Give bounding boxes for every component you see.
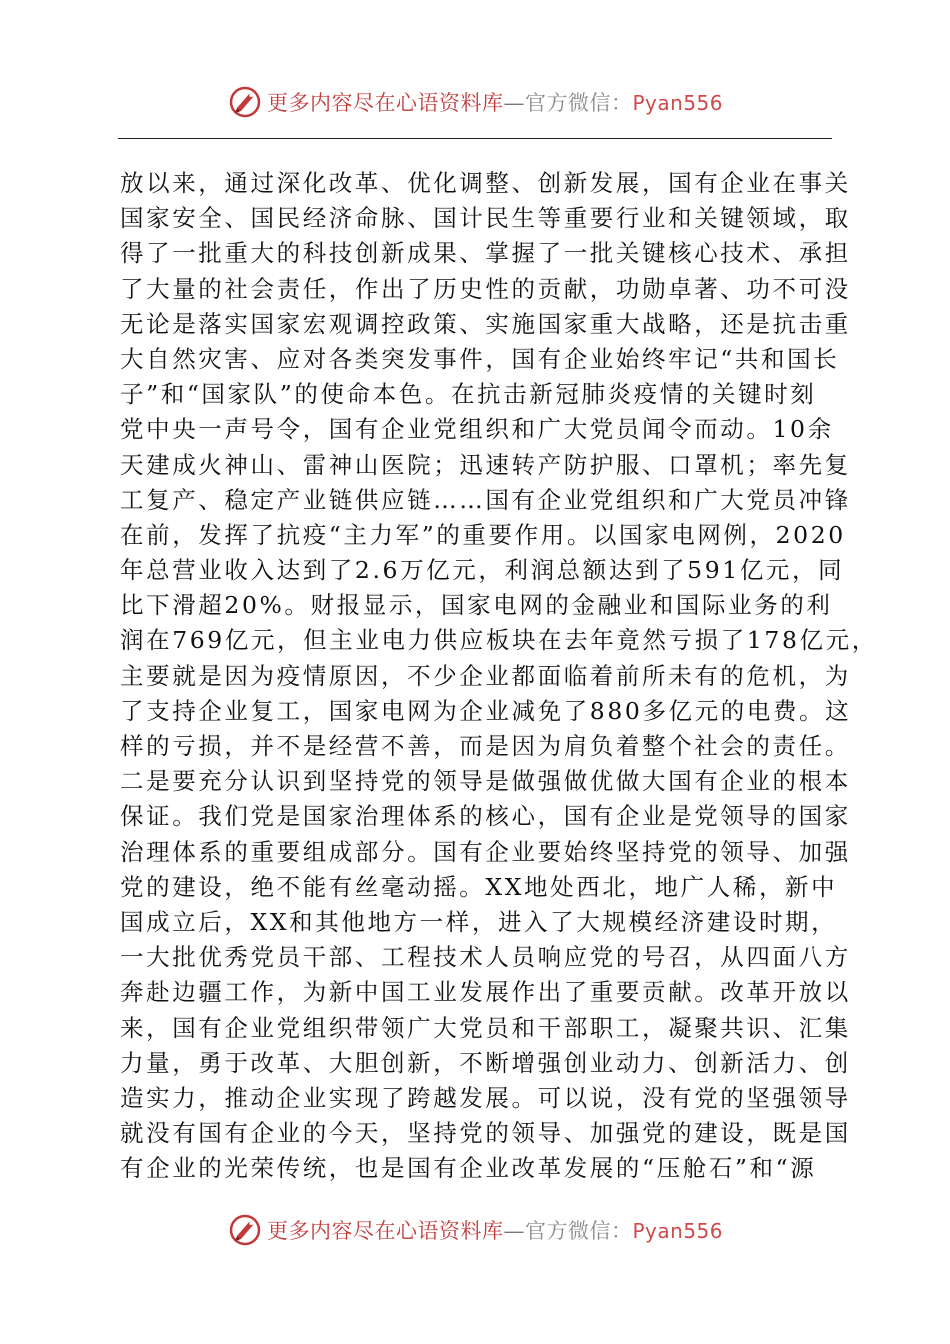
text-line: 润在769亿元，但主业电力供应板块在去年竟然亏损了178亿元， [120, 626, 878, 655]
text-line: 造实力，推动企业实现了跨越发展。可以说，没有党的坚强领导 [120, 1083, 851, 1112]
text-line: 样的亏损，并不是经营不善，而是因为肩负着整个社会的责任。 [120, 732, 851, 760]
footer-site: 更多内容尽在心语资料库 [266, 1219, 504, 1243]
text-line: 大自然灾害、应对各类突发事件，国有企业始终牢记“共和国长 [120, 344, 840, 373]
pen-logo-icon [227, 1212, 263, 1248]
text-line: 治理体系的重要组成部分。国有企业要始终坚持党的领导、加强 [120, 837, 851, 866]
text-line: 了支持企业复工，国家电网为企业减免了880多亿元的电费。这 [120, 696, 852, 725]
text-line: 得了一批重大的科技创新成果、掌握了一批关键核心技术、承担 [120, 239, 851, 268]
text-line: 来，国有企业党组织带领广大党员和干部职工，凝聚共识、汇集 [120, 1013, 851, 1042]
header-divider [118, 138, 832, 139]
text-line: 比下滑超20%。财报显示，国家电网的金融业和国际业务的利 [120, 591, 833, 620]
text-line: 主要就是因为疫情原因，不少企业都面临着前所未有的危机，为 [120, 661, 851, 690]
pen-logo-icon [227, 84, 263, 120]
text-line: 年总营业收入达到了2.6万亿元，利润总额达到了591亿元，同 [120, 556, 845, 585]
text-line: 放以来，通过深化改革、优化调整、创新发展，国有企业在事关 [120, 169, 851, 197]
text-line: 二是要充分认识到坚持党的领导是做强做优做大国有企业的根本 [120, 767, 851, 796]
document-body [120, 166, 878, 1186]
text-line: 国成立后，XX和其他地方一样，进入了大规模经济建设时期， [120, 907, 838, 936]
text-line: 党中央一声号令，国有企业党组织和广大党员闻令而动。10余 [120, 415, 834, 444]
text-line: 党的建设，绝不能有丝毫动摇。XX地处西北，地广人稀，新中 [120, 872, 838, 901]
text-line: 奔赴边疆工作，为新中国工业发展作出了重要贡献。改革开放以 [120, 978, 851, 1007]
text-line: 力量，勇于改革、大胆创新，不断增强创业动力、创新活力、创 [120, 1048, 851, 1077]
text-line: 了大量的社会责任，作出了历史性的贡献，功勋卓著、功不可没 [120, 274, 851, 303]
header-wechat-id: Pyan556 [632, 91, 723, 115]
text-line: 无论是落实国家宏观调控政策、实施国家重大战略，还是抗击重 [120, 309, 851, 338]
text-line: 在前，发挥了抗疫“主力军”的重要作用。以国家电网例，2020 [120, 520, 846, 549]
header-wechat-label: 官方微信： [524, 91, 633, 115]
text-line: 子”和“国家队”的使命本色。在抗击新冠肺炎疫情的关键时刻 [120, 380, 817, 409]
header-dash: — [503, 91, 525, 115]
header-text [267, 87, 723, 117]
text-line: 一大批优秀党员干部、工程技术人员响应党的号召，从四面八方 [120, 943, 851, 972]
footer-text [267, 1215, 723, 1245]
text-line: 天建成火神山、雷神山医院；迅速转产防护服、口罩机；率先复 [120, 450, 851, 479]
footer-dash: — [503, 1219, 525, 1243]
header-site: 更多内容尽在心语资料库 [266, 91, 504, 115]
footer-banner [0, 1210, 950, 1250]
text-line: 工复产、稳定产业链供应链……国有企业党组织和广大党员冲锋 [120, 485, 851, 514]
footer-wechat-id: Pyan556 [632, 1219, 723, 1243]
footer-wechat-label: 官方微信： [524, 1219, 633, 1243]
text-line: 国家安全、国民经济命脉、国计民生等重要行业和关键领域，取 [120, 204, 851, 233]
text-line: 就没有国有企业的今天，坚持党的领导、加强党的建设，既是国 [120, 1119, 851, 1148]
text-line: 有企业的光荣传统，也是国有企业改革发展的“压舱石”和“源 [120, 1154, 817, 1183]
text-line: 保证。我们党是国家治理体系的核心，国有企业是党领导的国家 [120, 802, 851, 831]
header-banner [0, 82, 950, 122]
